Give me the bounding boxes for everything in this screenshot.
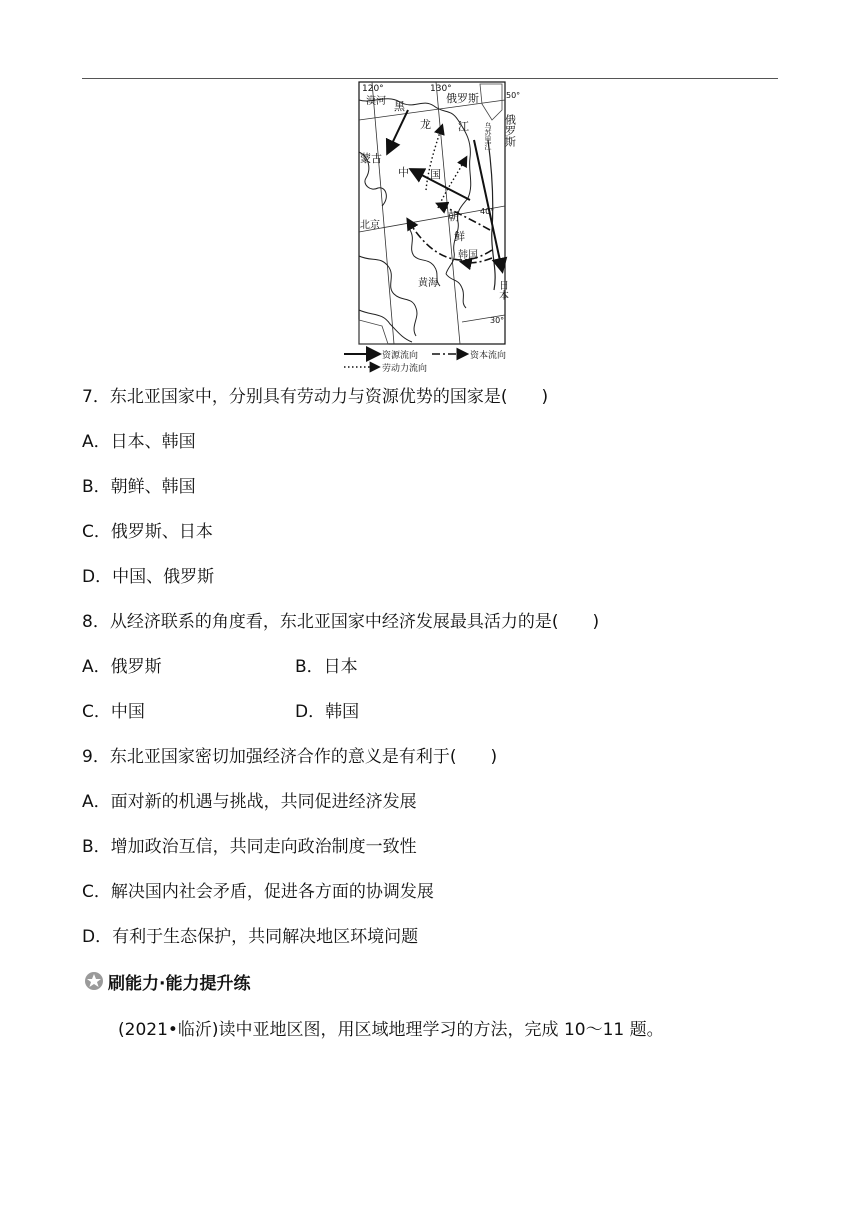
question-8-option-c[interactable]: C．中国 [82, 702, 145, 722]
question-9-option-c[interactable]: C．解决国内社会矛盾，促进各方面的协调发展 [82, 882, 434, 902]
question-7-option-a[interactable]: A．日本、韩国 [82, 432, 196, 452]
place-zhong: 中 [398, 166, 409, 179]
place-korea: 韩国 [458, 250, 478, 261]
place-japan [497, 280, 509, 300]
lat-label-50: 50° [506, 91, 521, 100]
question-8-option-b[interactable]: B．日本 [295, 657, 358, 677]
intro-text: (2021•临沂)读中亚地区图，用区域地理学习的方法，完成 10～11 题。 [118, 1020, 664, 1040]
legend-resource: 资源流向 [382, 351, 419, 361]
place-mohe: 漠河 [366, 96, 386, 107]
question-8-option-a[interactable]: A．俄罗斯 [82, 657, 162, 677]
place-long: 龙 [420, 118, 431, 131]
northeast-asia-map [342, 80, 524, 376]
section-title: 刷能力·能力提升练 [108, 973, 251, 994]
place-russia-right [504, 113, 517, 147]
question-7-option-d[interactable]: D．中国、俄罗斯 [82, 567, 215, 587]
section-heading [84, 970, 250, 992]
place-jiang: 江 [458, 120, 469, 133]
question-7-option-c[interactable]: C．俄罗斯、日本 [82, 522, 213, 542]
question-7-stem: 7．东北亚国家中，分别具有劳动力与资源优势的国家是( ) [82, 387, 549, 407]
lon-label-130: 130° [430, 84, 452, 94]
lat-label-40: 40° [480, 207, 495, 216]
place-hei: 黑 [394, 100, 405, 113]
question-9-option-a[interactable]: A．面对新的机遇与挑战，共同促进经济发展 [82, 792, 417, 812]
place-beijing: 北京 [360, 220, 380, 231]
place-guo: 国 [430, 168, 441, 181]
star-icon [84, 971, 104, 991]
legend-labor: 劳动力流向 [382, 364, 428, 374]
lon-label-120: 120° [362, 84, 384, 94]
question-9-option-d[interactable]: D．有利于生态保护，共同解决地区环境问题 [82, 927, 419, 947]
question-7-option-b[interactable]: B．朝鲜、韩国 [82, 477, 196, 497]
question-9-stem: 9．东北亚国家密切加强经济合作的意义是有利于( ) [82, 747, 498, 767]
place-huanghai: 黄海 [418, 278, 438, 289]
legend-capital: 资本流向 [470, 351, 507, 361]
top-rule [82, 78, 778, 79]
place-chao: 朝 [448, 210, 459, 223]
question-8-stem: 8．从经济联系的角度看，东北亚国家中经济发展最具活力的是( ) [82, 612, 600, 632]
place-wusuli [484, 121, 493, 151]
place-wusuli-text: 乌苏里江 [484, 122, 492, 150]
place-japan-text: 日本 [496, 280, 508, 300]
place-russia-right-text: 俄罗斯 [503, 114, 517, 147]
question-9-option-b[interactable]: B．增加政治互信，共同走向政治制度一致性 [82, 837, 417, 857]
question-8-option-d[interactable]: D．韩国 [295, 702, 360, 722]
lat-label-30: 30° [490, 316, 505, 325]
place-xian: 鲜 [454, 230, 465, 243]
place-russia-top: 俄罗斯 [446, 92, 479, 105]
place-mongolia: 蒙古 [360, 152, 382, 165]
